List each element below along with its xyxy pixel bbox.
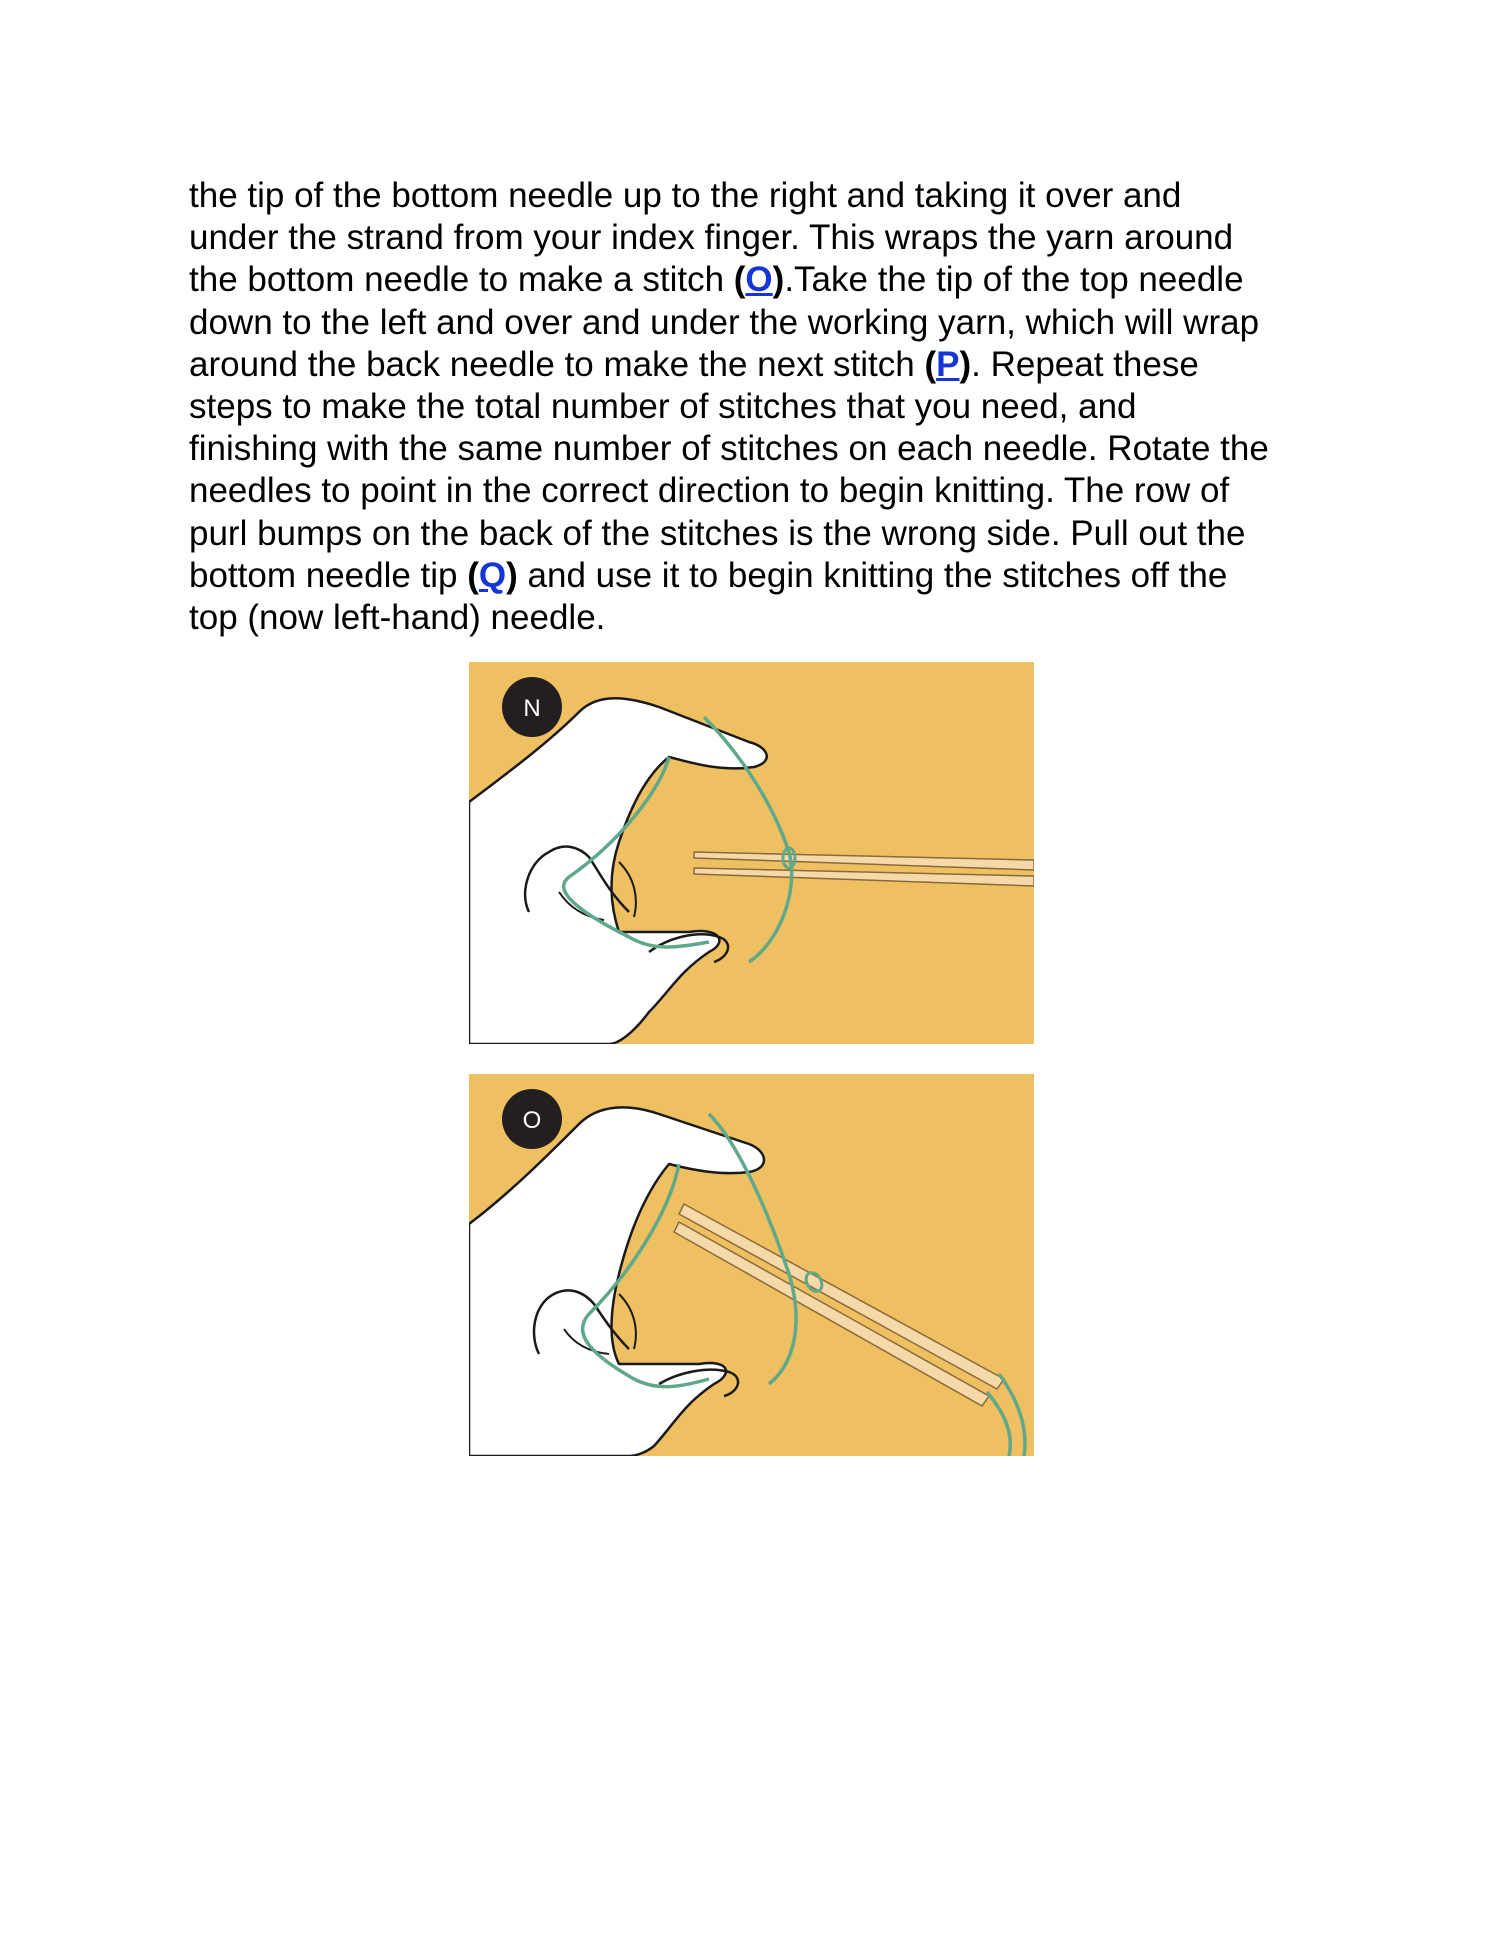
illustration-n <box>469 662 1034 1044</box>
figure-link-o[interactable]: O <box>745 260 773 300</box>
text-segment: . Repeat these <box>971 344 1199 384</box>
text-segment: the bottom needle to make a stitch <box>189 260 734 300</box>
paren-open: ( <box>467 555 479 595</box>
text-line: steps to make the total number of stitches that you need, and <box>189 387 1137 427</box>
paren-open: ( <box>924 344 937 384</box>
text-segment: bottom needle tip <box>189 555 468 595</box>
paren-close: ) <box>959 344 972 384</box>
text-line: down to the left and over and under the working yarn, which will wrap <box>189 302 1260 342</box>
text-line: purl bumps on the back of the stitches is the wrong side. Pull out the <box>189 513 1246 553</box>
paren-close: ) <box>772 260 785 300</box>
text-segment: and use it to begin knitting the stitches off the <box>517 555 1228 595</box>
text-line: under the strand from your index finger. This wraps the yarn around <box>189 218 1234 258</box>
hand-holding-needles-illustration <box>469 662 1034 1044</box>
paren-close: ) <box>506 555 518 595</box>
figure-link-p[interactable]: P <box>936 344 960 384</box>
text-line <box>189 555 1329 597</box>
figure-label-o: O <box>522 1107 542 1134</box>
figure-link-q[interactable]: Q <box>478 555 507 595</box>
text-line <box>189 259 1329 301</box>
instruction-paragraph <box>189 175 1329 639</box>
hand-holding-needles-illustration <box>469 1074 1034 1456</box>
text-line: finishing with the same number of stitches on each needle. Rotate the <box>189 429 1269 469</box>
text-line: needles to point in the correct direction to begin knitting. The row of <box>189 471 1230 511</box>
figure-label-n: N <box>523 695 541 722</box>
text-line: top (now left-hand) needle. <box>189 598 606 638</box>
text-segment: .Take the tip of the top needle <box>784 260 1244 300</box>
text-line <box>189 344 1329 386</box>
figure-ref-o <box>734 260 785 299</box>
paren-open: ( <box>733 260 746 300</box>
figure-ref-q <box>467 556 518 595</box>
text-segment: around the back needle to make the next stitch <box>189 344 925 384</box>
illustration-o <box>469 1074 1034 1456</box>
figure-ref-p <box>924 345 971 384</box>
text-line: the tip of the bottom needle up to the right and taking it over and <box>189 176 1182 215</box>
